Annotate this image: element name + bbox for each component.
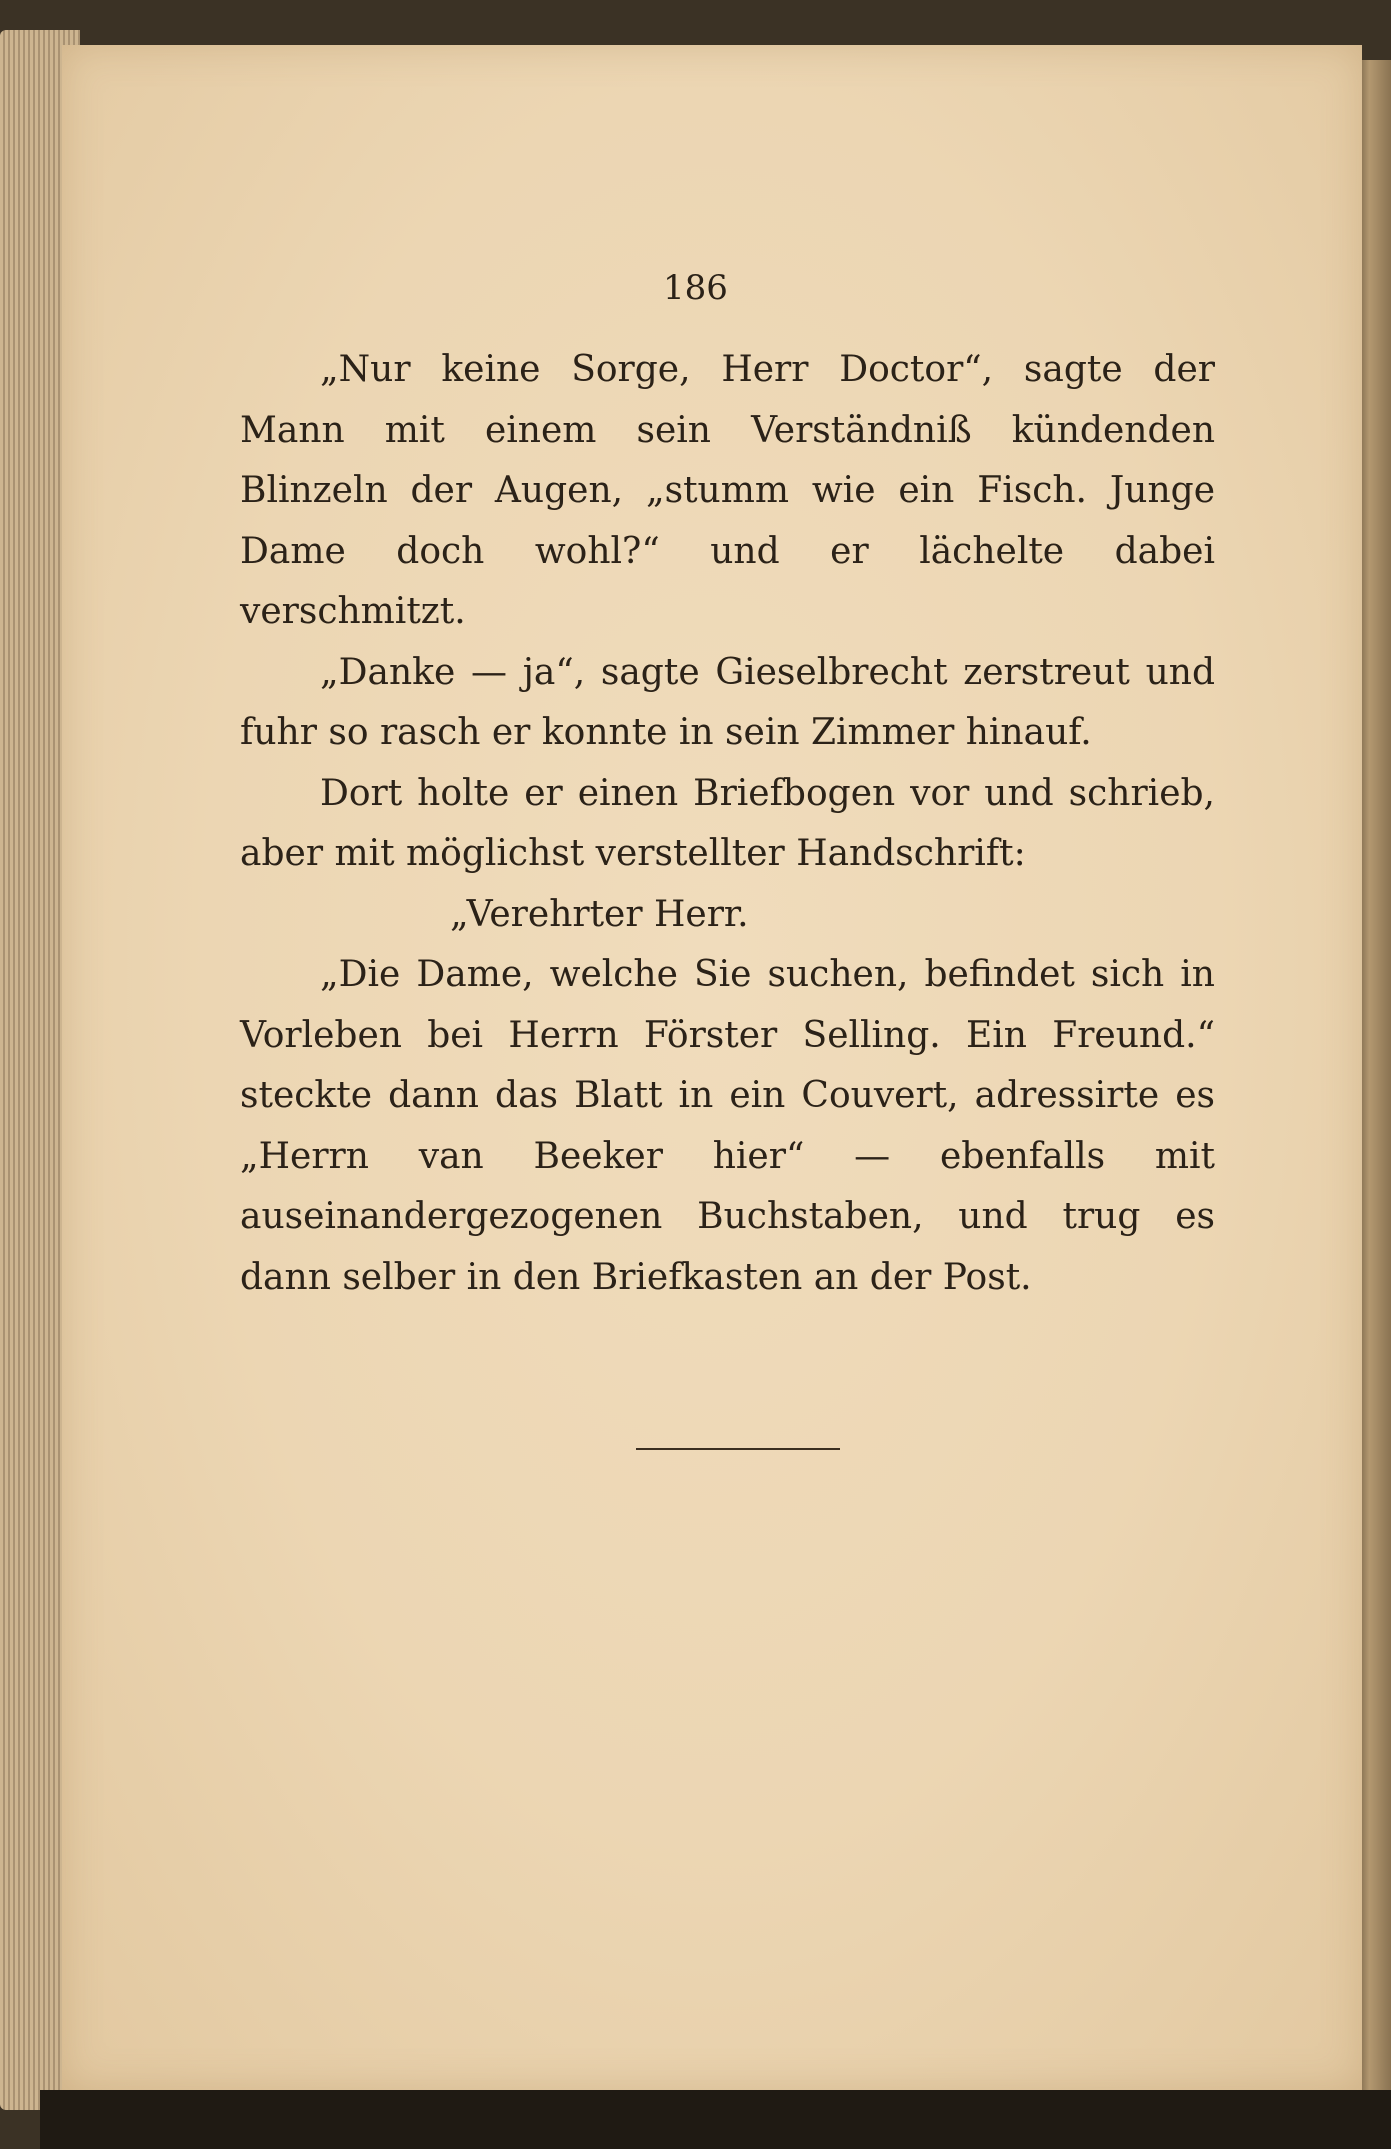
paragraph-2: „Danke — ja“, sagte Gieselbrecht zerstreut und fuhr so rasch er konnte in sein Zimmer hinauf.: [240, 651, 1215, 753]
paragraph-3: Dort holte er einen Briefbogen vor und schrieb, aber mit möglichst verstellter Handschrift:: [240, 772, 1215, 874]
body-text: [240, 340, 1215, 1308]
page-number: 186: [663, 268, 728, 308]
letter-salutation: „Verehrter Herr.: [450, 893, 749, 935]
scan-shadow: [40, 2090, 1391, 2149]
paragraph-1: „Nur keine Sorge, Herr Doctor“, sagte der Mann mit einem sein Verständniß kündenden Blinzeln der Augen, „stumm wie ein Fisch. Junge Dame doch wohl?“ und er lächelte dabei verschmitzt.: [240, 349, 1215, 632]
paragraph-4: „Die Dame, welche Sie suchen, befindet sich in Vorleben bei Herrn Förster Selling. Ein Freund.“ steckte dann das Blatt in ein Couvert, adressirte es „Herrn van Beeker hier“ — ebenfalls mit auseinandergezogenen Buchstaben, und trug es dann selber in den Briefkasten an der Post.: [240, 954, 1215, 1298]
section-divider: [636, 1448, 840, 1450]
